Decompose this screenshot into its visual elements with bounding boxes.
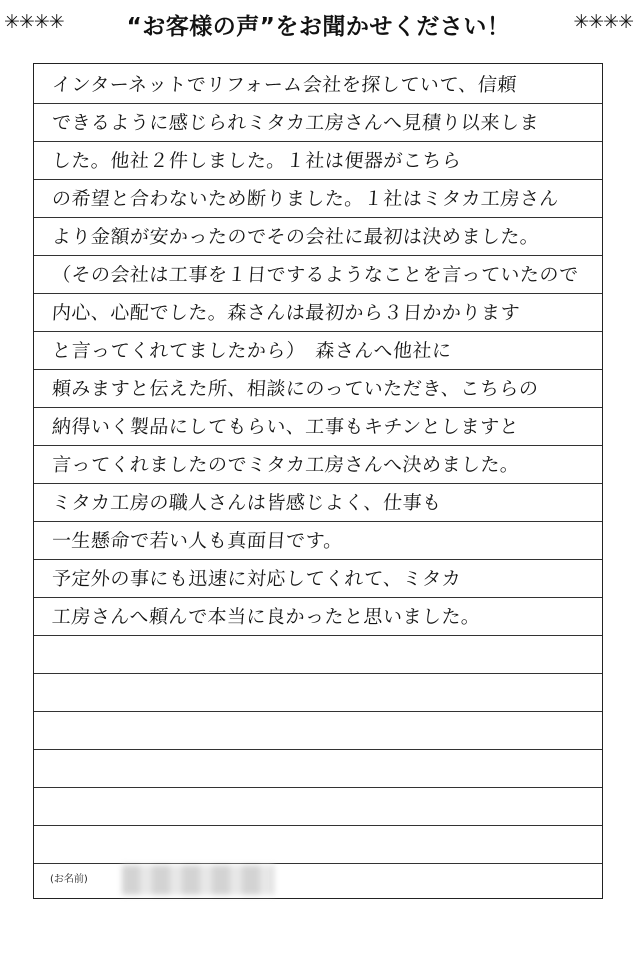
line-text: （その会社は工事を１日でするようなことを言っていたので — [51, 264, 580, 286]
line-text: 頼みますと伝えた所、相談にのっていただき、こちらの — [51, 378, 540, 400]
line-text: した。他社２件しました。１社は便器がこちら — [51, 150, 463, 172]
line-text: 言ってくれましたのでミタカ工房さんへ決めました。 — [51, 454, 521, 476]
blank-line — [34, 824, 602, 864]
line-text: インターネットでリフォーム会社を探していて、信頼 — [51, 74, 518, 96]
page-header — [0, 2, 637, 46]
blank-line — [34, 710, 602, 750]
decorative-stars-left: ✳✳✳✳ — [4, 11, 64, 33]
line-text: 一生懸命で若い人も真面目です。 — [51, 530, 344, 552]
handwritten-line — [34, 254, 602, 294]
line-text: 内心、心配でした。森さんは最初から３日かかります — [51, 302, 521, 324]
blank-line — [34, 672, 602, 712]
handwritten-line — [34, 444, 602, 484]
decorative-stars-right: ✳✳✳✳ — [573, 11, 633, 33]
handwritten-line — [34, 178, 602, 218]
blank-line — [34, 786, 602, 826]
page-title: “お客様の声”をお聞かせください！ — [126, 13, 511, 40]
handwritten-line — [34, 558, 602, 598]
line-text: ミタカ工房の職人さんは皆感じよく、仕事も — [51, 492, 443, 514]
testimonial-form — [33, 63, 603, 899]
handwritten-line — [34, 216, 602, 256]
handwritten-line — [34, 406, 602, 446]
line-text: の希望と合わないため断りました。１社はミタカ工房さん — [51, 188, 560, 210]
line-text: できるように感じられミタカ工房さんへ見積り以来しま — [51, 112, 540, 134]
line-text: 納得いく製品にしてもらい、工事もキチンとしますと — [51, 416, 520, 438]
handwritten-line — [34, 64, 602, 104]
line-text: と言ってくれてましたから） 森さんへ他社に — [51, 340, 453, 362]
handwritten-line — [34, 102, 602, 142]
handwritten-line — [34, 368, 602, 408]
handwritten-line — [34, 596, 602, 636]
handwritten-line — [34, 520, 602, 560]
blank-line — [34, 748, 602, 788]
name-field — [34, 862, 602, 898]
blank-line — [34, 634, 602, 674]
handwritten-line — [34, 140, 602, 180]
line-text: 工房さんへ頼んで本当に良かったと思いました。 — [51, 606, 482, 628]
line-text: 予定外の事にも迅速に対応してくれて、ミタカ — [51, 568, 462, 590]
handwritten-line — [34, 330, 602, 370]
name-label: (お名前) — [50, 874, 88, 885]
handwritten-line — [34, 292, 602, 332]
line-text: より金額が安かったのでその会社に最初は決めました。 — [51, 226, 541, 248]
handwritten-line — [34, 482, 602, 522]
blurred-name — [122, 865, 274, 895]
